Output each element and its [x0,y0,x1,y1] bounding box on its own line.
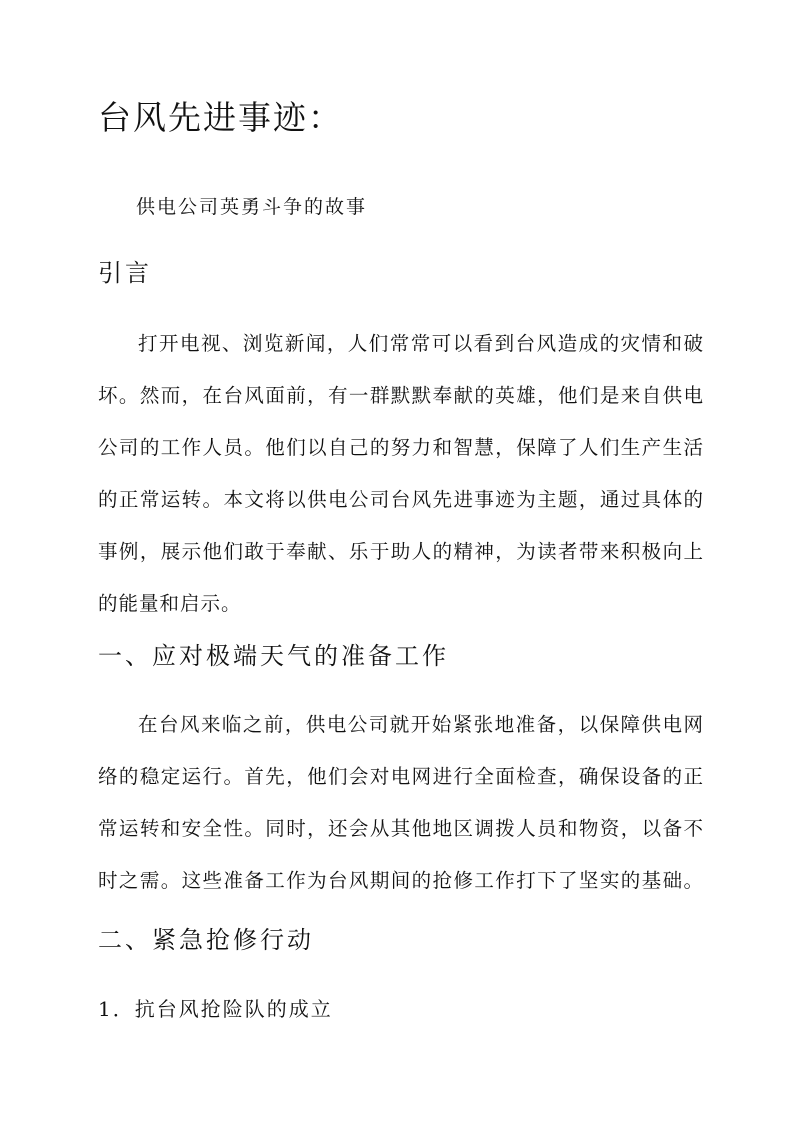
document-title: 台风先进事迹： [98,98,343,137]
section-heading-intro: 引言 [98,259,152,287]
paragraph-line: 络的稳定运行。首先，他们会对电网进行全面检查，确保设备的正 [98,765,704,788]
preparation-paragraph [98,712,704,920]
section-heading-emergency-repair: 二、紧急抢修行动 [98,926,314,954]
paragraph-line: 公司的工作人员。他们以自己的努力和智慧，保障了人们生产生活 [98,436,704,459]
paragraph-line: 常运转和安全性。同时，还会从其他地区调拨人员和物资，以备不 [98,817,704,840]
paragraph-line: 坏。然而，在台风面前，有一群默默奉献的英雄，他们是来自供电 [98,384,704,407]
paragraph-line: 事例，展示他们敢于奉献、乐于助人的精神，为读者带来积极向上 [98,540,704,563]
document-subtitle: 供电公司英勇斗争的故事 [136,196,368,218]
section-heading-preparation: 一、应对极端天气的准备工作 [98,642,449,670]
paragraph-line: 时之需。这些准备工作为台风期间的抢修工作打下了坚实的基础。 [98,869,704,892]
paragraph-line: 在台风来临之前，供电公司就开始紧张地准备，以保障供电网 [138,713,704,736]
paragraph-line: 的正常运转。本文将以供电公司台风先进事迹为主题，通过具体的 [98,488,704,511]
intro-paragraph [98,331,704,643]
paragraph-line: 的能量和启示。 [98,592,242,615]
subsection-heading-rescue-team: 1．抗台风抢险队的成立 [98,997,333,1021]
paragraph-line: 打开电视、浏览新闻，人们常常可以看到台风造成的灾情和破 [138,332,704,355]
